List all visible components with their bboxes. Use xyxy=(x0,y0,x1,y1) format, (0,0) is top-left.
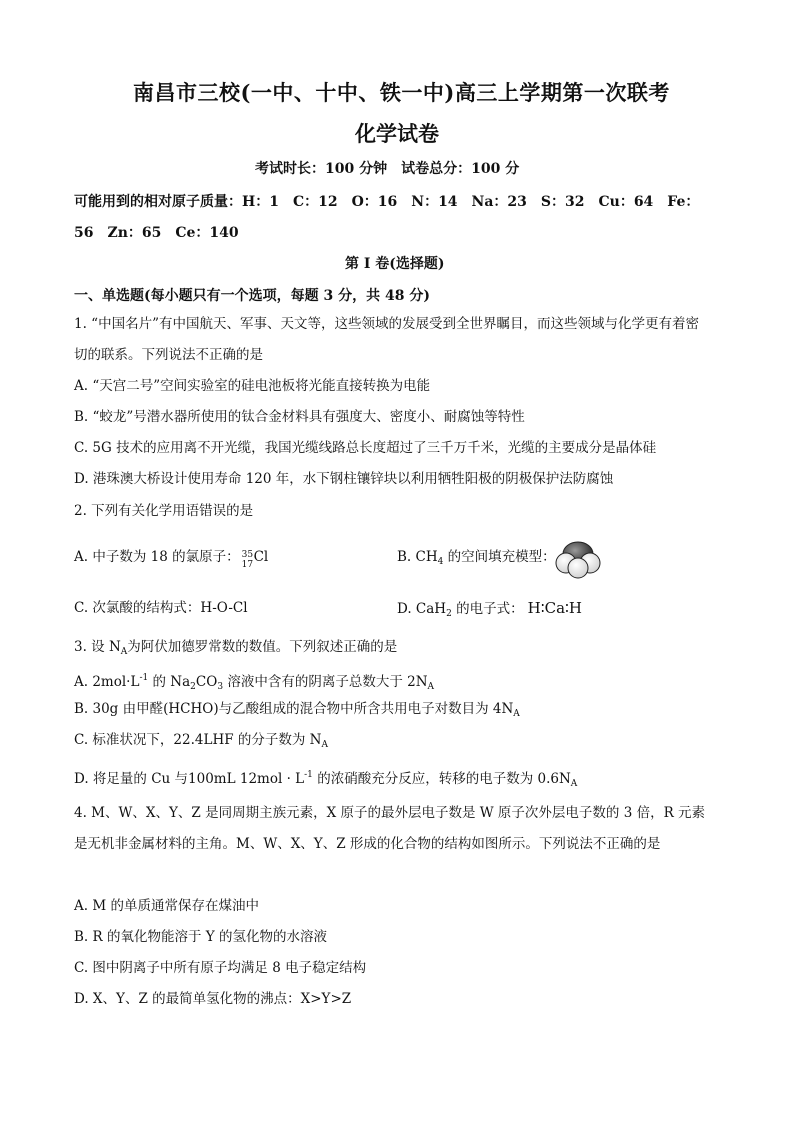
q3-b-sub: A xyxy=(513,709,520,719)
exam-title: 南昌市三校(一中、十中、铁一中)高三上学期第一次联考 xyxy=(133,80,670,105)
q3-a-sub2: 3 xyxy=(217,682,224,692)
q1-option-c: C. 5G 技术的应用离不开光缆，我国光缆线路总长度超过了三千万千米，光缆的主要成分是晶体硅 xyxy=(74,440,657,456)
volume-heading: 第 I 卷(选择题) xyxy=(345,256,445,272)
q3-d-sub: A xyxy=(570,779,578,789)
q3-stem-suffix: 为阿伏加德罗常数的数值。下列叙述正确的是 xyxy=(127,639,398,655)
q3-d-part1: D. 将足量的 Cu 与100mL 12mol · L xyxy=(74,771,305,787)
q3-stem-subscript: A xyxy=(120,647,128,657)
q4-stem-line1: 4. M、W、X、Y、Z 是同周期主族元素，X 原子的最外层电子数是 W 原子次外层电子数的 3 倍，R 元素 xyxy=(74,805,706,821)
q4-option-d: D. X、Y、Z 的最简单氢化物的沸点：X>Y>Z xyxy=(74,991,352,1007)
q4-option-b: B. R 的氧化物能溶于 Y 的氢化物的水溶液 xyxy=(74,929,327,945)
q2-option-a xyxy=(74,547,269,570)
q3-c-sub: A xyxy=(321,740,328,750)
q1-stem-line2: 切的联系。下列说法不正确的是 xyxy=(74,347,263,363)
q2-option-c: C. 次氯酸的结构式：H-O-Cl xyxy=(74,600,248,616)
q2-option-b-subscript: 4 xyxy=(437,557,444,567)
cah2-electron-formula: H∶Ca∶H xyxy=(527,599,582,617)
q3-a-part3: CO xyxy=(195,674,218,690)
q2-option-d-prefix: D. CaH xyxy=(397,601,447,617)
q1-stem-line1: 1. “中国名片”有中国航天、军事、天文等，这些领域的发展受到全世界瞩目，而这些领域与化学更有着密 xyxy=(74,316,699,332)
q2-option-a-text: A. 中子数为 18 的氯原子： xyxy=(74,549,240,565)
mass-number: 35 xyxy=(241,550,254,560)
q1-option-b: B. “蛟龙”号潜水器所使用的钛合金材料具有强度大、密度小、耐腐蚀等特性 xyxy=(74,409,525,425)
section-heading: 一、单选题(每小题只有一个选项，每题 3 分，共 48 分) xyxy=(74,288,430,304)
methane-space-filling-model-icon xyxy=(548,537,608,581)
atomic-masses-line1: 可能用到的相对原子质量：H：1 C：12 O：16 N：14 Na：23 S：32 Cu：64 Fe： xyxy=(74,194,700,210)
q2-option-b xyxy=(397,547,556,572)
exam-info: 考试时长：100 分钟 试卷总分：100 分 xyxy=(255,161,520,177)
q1-option-a: A. “天宫二号”空间实验室的硅电池板将光能直接转换为电能 xyxy=(74,378,431,394)
q3-a-part1: A. 2mol·L xyxy=(74,674,140,690)
q3-d-sup: -1 xyxy=(304,770,313,780)
q3-stem xyxy=(74,637,397,662)
q2-option-d-suffix: 的电子式： xyxy=(451,601,524,617)
element-symbol: Cl xyxy=(253,549,269,565)
atomic-number: 17 xyxy=(241,560,254,570)
q4-stem-line2: 是无机非金属材料的主角。M、W、X、Y、Z 形成的化合物的结构如图所示。下列说法不正确的是 xyxy=(74,836,661,852)
q1-option-d: D. 港珠澳大桥设计使用寿命 120 年，水下钢柱镶锌块以利用牺牲阳极的阴极保护法防腐蚀 xyxy=(74,471,614,487)
q2-option-b-prefix: B. CH xyxy=(397,549,438,565)
q4-option-a: A. M 的单质通常保存在煤油中 xyxy=(74,898,259,914)
chlorine-isotope-notation xyxy=(240,547,254,570)
q2-option-d-subscript: 2 xyxy=(446,609,452,619)
subject-title: 化学试卷 xyxy=(355,121,439,146)
atomic-masses-line2: 56 Zn：65 Ce：140 xyxy=(74,225,239,241)
q3-a-part4: 溶液中含有的阴离子总数大于 2N xyxy=(223,674,428,690)
q3-c-text: C. 标准状况下，22.4LHF 的分子数为 N xyxy=(74,732,322,748)
q3-a-sub3: A xyxy=(427,682,435,692)
q2-option-d xyxy=(397,598,582,624)
q3-d-part2: 的浓硝酸充分反应，转移的电子数为 0.6N xyxy=(312,771,571,787)
q3-b-text: B. 30g 由甲醛(HCHO)与乙酸组成的混合物中所含共用电子对数目为 4N xyxy=(74,701,514,717)
q3-stem-prefix: 3. 设 N xyxy=(74,639,121,655)
q3-option-a xyxy=(74,668,434,697)
q3-option-c xyxy=(74,730,328,755)
q3-option-b xyxy=(74,699,520,724)
q3-a-sub1: 2 xyxy=(190,682,196,692)
q2-option-b-suffix: 的空间填充模型： xyxy=(443,549,556,565)
q3-a-part2: 的 Na xyxy=(148,674,191,690)
q2-stem: 2. 下列有关化学用语错误的是 xyxy=(74,503,254,519)
q3-option-d xyxy=(74,765,577,794)
q4-option-c: C. 图中阴离子中所有原子均满足 8 电子稳定结构 xyxy=(74,960,367,976)
q3-a-sup: -1 xyxy=(139,673,149,683)
